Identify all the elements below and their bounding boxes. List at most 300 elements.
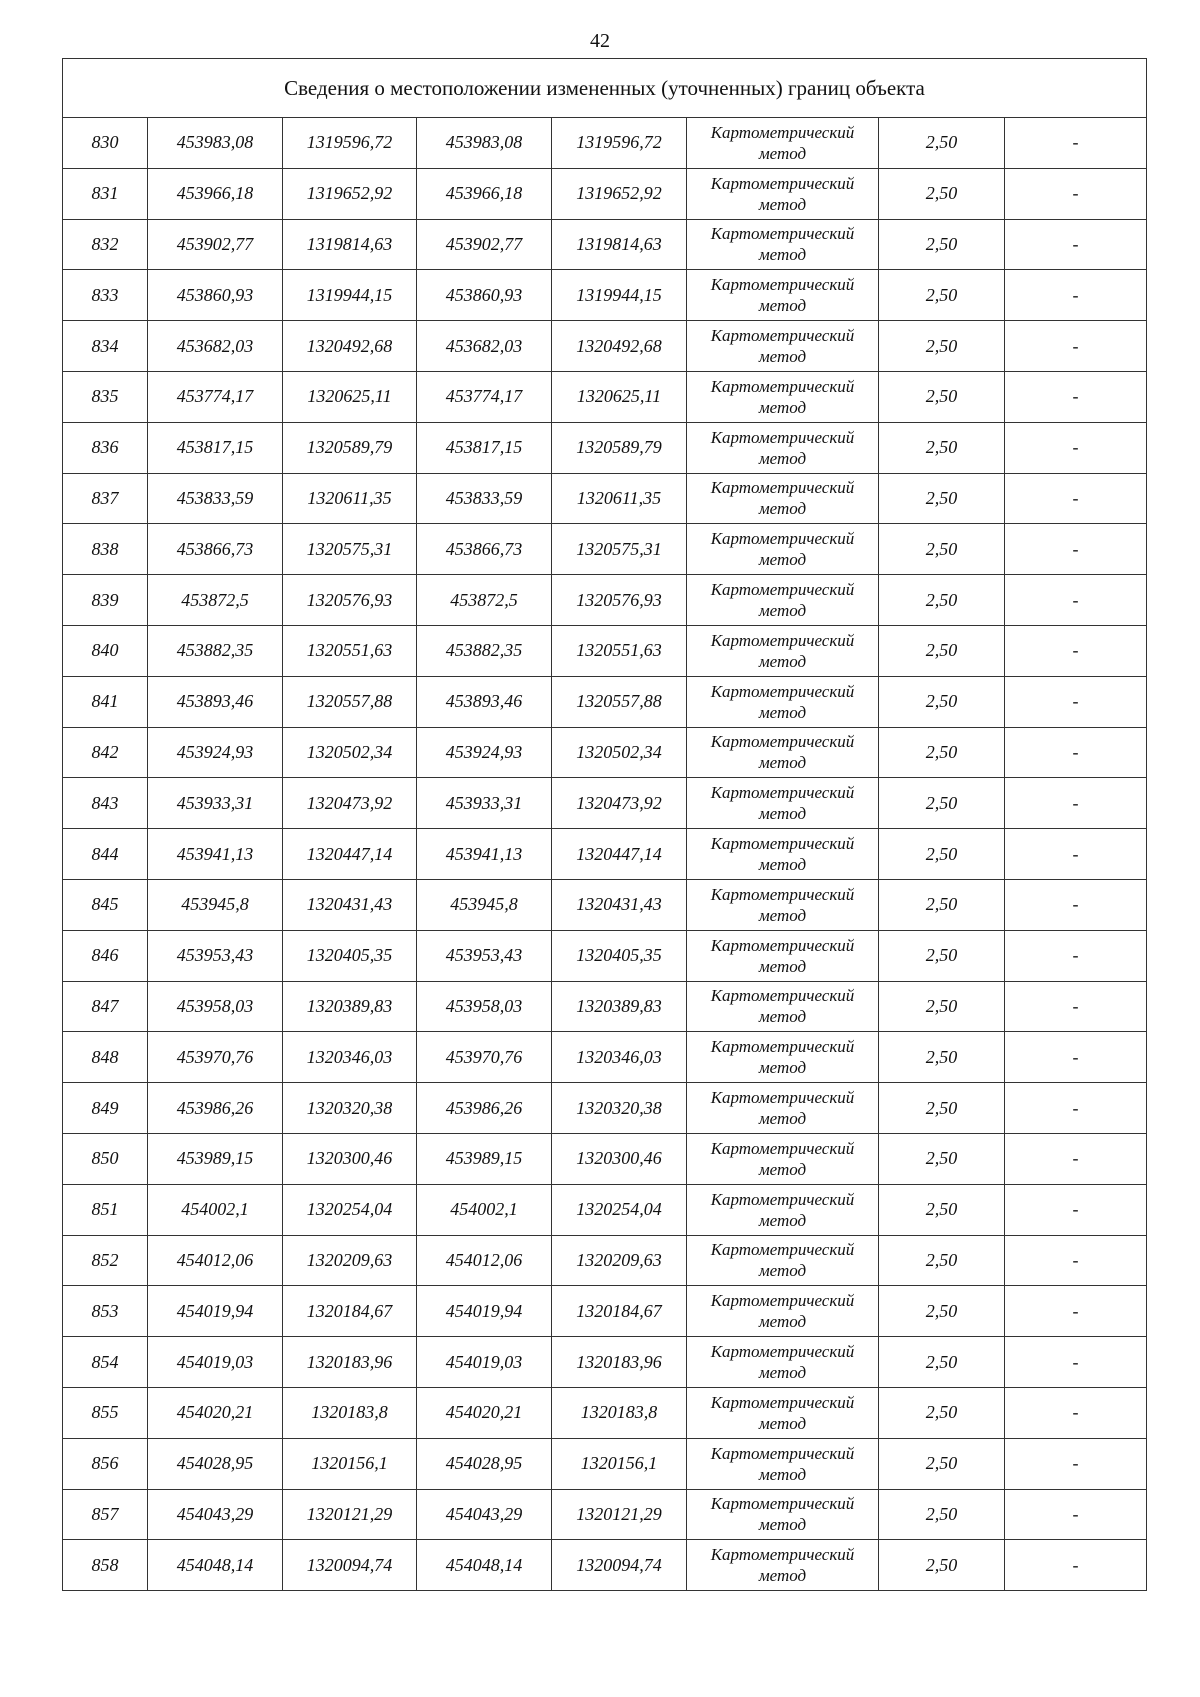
precision-cell: 2,50 [879, 625, 1005, 676]
table-row [63, 1337, 1147, 1388]
table-row [63, 118, 1147, 169]
x-new-cell: 453986,26 [417, 1083, 552, 1134]
y-new-cell: 1320094,74 [552, 1540, 687, 1591]
precision-cell: 2,50 [879, 219, 1005, 270]
method-line-2: метод [758, 550, 807, 570]
precision-cell: 2,50 [879, 575, 1005, 626]
method-line-1: Картометрический [710, 275, 855, 295]
description-cell: - [1005, 1133, 1147, 1184]
method-line-1: Картометрический [710, 1392, 855, 1412]
y-old-cell: 1320611,35 [283, 473, 417, 524]
table-title: Сведения о местоположении измененных (уточненных) границ объекта [63, 59, 1147, 118]
method-line-1: Картометрический [710, 122, 855, 142]
y-old-cell: 1320492,68 [283, 321, 417, 372]
method-line-2: метод [758, 804, 807, 824]
x-new-cell: 454019,94 [417, 1286, 552, 1337]
x-new-cell: 454048,14 [417, 1540, 552, 1591]
method-line-2: метод [758, 194, 807, 214]
method-line-1: Картометрический [710, 529, 855, 549]
x-old-cell: 453893,46 [148, 676, 283, 727]
description-cell: - [1005, 575, 1147, 626]
method-line-1: Картометрический [710, 783, 855, 803]
point-number-cell: 841 [63, 676, 148, 727]
y-new-cell: 1320389,83 [552, 981, 687, 1032]
method-cell [687, 422, 879, 473]
method-cell [687, 321, 879, 372]
method-cell [687, 168, 879, 219]
point-number-cell: 853 [63, 1286, 148, 1337]
description-cell: - [1005, 1083, 1147, 1134]
point-number-cell: 858 [63, 1540, 148, 1591]
precision-cell: 2,50 [879, 270, 1005, 321]
table-row [63, 422, 1147, 473]
y-new-cell: 1320156,1 [552, 1438, 687, 1489]
method-line-2: метод [758, 1210, 807, 1230]
y-old-cell: 1320576,93 [283, 575, 417, 626]
table-row [63, 879, 1147, 930]
method-line-2: метод [758, 397, 807, 417]
x-old-cell: 453970,76 [148, 1032, 283, 1083]
x-new-cell: 453893,46 [417, 676, 552, 727]
method-cell [687, 270, 879, 321]
table-row [63, 575, 1147, 626]
method-line-2: метод [758, 855, 807, 875]
x-old-cell: 453774,17 [148, 371, 283, 422]
x-new-cell: 453933,31 [417, 778, 552, 829]
method-line-2: метод [758, 1109, 807, 1129]
method-cell [687, 1235, 879, 1286]
x-old-cell: 453983,08 [148, 118, 283, 169]
point-number-cell: 856 [63, 1438, 148, 1489]
y-old-cell: 1319944,15 [283, 270, 417, 321]
precision-cell: 2,50 [879, 473, 1005, 524]
method-cell [687, 727, 879, 778]
point-number-cell: 837 [63, 473, 148, 524]
precision-cell: 2,50 [879, 422, 1005, 473]
x-new-cell: 453989,15 [417, 1133, 552, 1184]
method-line-2: метод [758, 347, 807, 367]
x-old-cell: 453833,59 [148, 473, 283, 524]
precision-cell: 2,50 [879, 981, 1005, 1032]
method-line-2: метод [758, 448, 807, 468]
table-row [63, 930, 1147, 981]
method-line-2: метод [758, 296, 807, 316]
x-old-cell: 453986,26 [148, 1083, 283, 1134]
y-new-cell: 1320431,43 [552, 879, 687, 930]
point-number-cell: 849 [63, 1083, 148, 1134]
y-old-cell: 1320389,83 [283, 981, 417, 1032]
method-cell [687, 778, 879, 829]
x-new-cell: 453945,8 [417, 879, 552, 930]
method-line-2: метод [758, 702, 807, 722]
method-line-2: метод [758, 1363, 807, 1383]
description-cell: - [1005, 1286, 1147, 1337]
table-row [63, 1032, 1147, 1083]
point-number-cell: 854 [63, 1337, 148, 1388]
method-cell [687, 118, 879, 169]
x-new-cell: 453902,77 [417, 219, 552, 270]
method-cell [687, 219, 879, 270]
description-cell: - [1005, 473, 1147, 524]
method-line-2: метод [758, 1159, 807, 1179]
y-new-cell: 1320209,63 [552, 1235, 687, 1286]
y-new-cell: 1320473,92 [552, 778, 687, 829]
method-cell [687, 1438, 879, 1489]
x-new-cell: 454012,06 [417, 1235, 552, 1286]
x-old-cell: 453953,43 [148, 930, 283, 981]
description-cell: - [1005, 118, 1147, 169]
table-row [63, 625, 1147, 676]
precision-cell: 2,50 [879, 168, 1005, 219]
y-new-cell: 1320320,38 [552, 1083, 687, 1134]
precision-cell: 2,50 [879, 879, 1005, 930]
y-new-cell: 1320183,96 [552, 1337, 687, 1388]
point-number-cell: 835 [63, 371, 148, 422]
x-new-cell: 453941,13 [417, 829, 552, 880]
x-old-cell: 453941,13 [148, 829, 283, 880]
y-old-cell: 1320254,04 [283, 1184, 417, 1235]
x-new-cell: 453872,5 [417, 575, 552, 626]
x-new-cell: 454028,95 [417, 1438, 552, 1489]
table-row [63, 676, 1147, 727]
method-line-2: метод [758, 601, 807, 621]
point-number-cell: 831 [63, 168, 148, 219]
method-cell [687, 1032, 879, 1083]
point-number-cell: 845 [63, 879, 148, 930]
method-line-1: Картометрический [710, 427, 855, 447]
y-old-cell: 1320183,8 [283, 1387, 417, 1438]
x-new-cell: 453953,43 [417, 930, 552, 981]
y-old-cell: 1320121,29 [283, 1489, 417, 1540]
method-cell [687, 676, 879, 727]
description-cell: - [1005, 1235, 1147, 1286]
y-new-cell: 1320576,93 [552, 575, 687, 626]
precision-cell: 2,50 [879, 1133, 1005, 1184]
method-line-2: метод [758, 143, 807, 163]
table-row [63, 1489, 1147, 1540]
method-line-2: метод [758, 1413, 807, 1433]
description-cell: - [1005, 1540, 1147, 1591]
method-line-1: Картометрический [710, 986, 855, 1006]
method-line-2: метод [758, 1464, 807, 1484]
description-cell: - [1005, 829, 1147, 880]
description-cell: - [1005, 270, 1147, 321]
x-old-cell: 453872,5 [148, 575, 283, 626]
description-cell: - [1005, 625, 1147, 676]
x-old-cell: 454012,06 [148, 1235, 283, 1286]
table-row [63, 270, 1147, 321]
precision-cell: 2,50 [879, 1438, 1005, 1489]
x-new-cell: 453833,59 [417, 473, 552, 524]
point-number-cell: 839 [63, 575, 148, 626]
method-line-1: Картометрический [710, 935, 855, 955]
description-cell: - [1005, 422, 1147, 473]
precision-cell: 2,50 [879, 1083, 1005, 1134]
y-new-cell: 1319652,92 [552, 168, 687, 219]
precision-cell: 2,50 [879, 1540, 1005, 1591]
method-cell [687, 829, 879, 880]
y-old-cell: 1320447,14 [283, 829, 417, 880]
table-row [63, 321, 1147, 372]
method-line-1: Картометрический [710, 1189, 855, 1209]
x-old-cell: 454019,03 [148, 1337, 283, 1388]
method-line-2: метод [758, 1007, 807, 1027]
x-old-cell: 453902,77 [148, 219, 283, 270]
description-cell: - [1005, 219, 1147, 270]
table-row [63, 727, 1147, 778]
precision-cell: 2,50 [879, 1184, 1005, 1235]
method-line-1: Картометрический [710, 732, 855, 752]
y-old-cell: 1320557,88 [283, 676, 417, 727]
x-old-cell: 453860,93 [148, 270, 283, 321]
y-old-cell: 1320184,67 [283, 1286, 417, 1337]
precision-cell: 2,50 [879, 778, 1005, 829]
table-row [63, 371, 1147, 422]
y-old-cell: 1320300,46 [283, 1133, 417, 1184]
table-row [63, 778, 1147, 829]
y-old-cell: 1320625,11 [283, 371, 417, 422]
y-new-cell: 1320121,29 [552, 1489, 687, 1540]
table-row [63, 219, 1147, 270]
method-line-2: метод [758, 1515, 807, 1535]
point-number-cell: 836 [63, 422, 148, 473]
description-cell: - [1005, 778, 1147, 829]
table-row [63, 524, 1147, 575]
x-old-cell: 453866,73 [148, 524, 283, 575]
description-cell: - [1005, 930, 1147, 981]
point-number-cell: 840 [63, 625, 148, 676]
description-cell: - [1005, 1438, 1147, 1489]
description-cell: - [1005, 676, 1147, 727]
precision-cell: 2,50 [879, 1235, 1005, 1286]
table-title-row [63, 59, 1147, 118]
y-new-cell: 1320184,67 [552, 1286, 687, 1337]
y-new-cell: 1320551,63 [552, 625, 687, 676]
point-number-cell: 844 [63, 829, 148, 880]
x-old-cell: 454019,94 [148, 1286, 283, 1337]
description-cell: - [1005, 524, 1147, 575]
y-old-cell: 1319652,92 [283, 168, 417, 219]
method-line-1: Картометрический [710, 173, 855, 193]
method-line-1: Картометрический [710, 630, 855, 650]
y-new-cell: 1320611,35 [552, 473, 687, 524]
method-cell [687, 524, 879, 575]
method-cell [687, 1489, 879, 1540]
method-line-1: Картометрический [710, 1240, 855, 1260]
y-old-cell: 1320320,38 [283, 1083, 417, 1134]
x-old-cell: 453945,8 [148, 879, 283, 930]
method-line-2: метод [758, 1566, 807, 1586]
x-old-cell: 453682,03 [148, 321, 283, 372]
point-number-cell: 832 [63, 219, 148, 270]
y-old-cell: 1320431,43 [283, 879, 417, 930]
point-number-cell: 843 [63, 778, 148, 829]
method-cell [687, 1286, 879, 1337]
precision-cell: 2,50 [879, 1032, 1005, 1083]
method-line-2: метод [758, 1261, 807, 1281]
description-cell: - [1005, 321, 1147, 372]
table-row [63, 1235, 1147, 1286]
y-old-cell: 1320589,79 [283, 422, 417, 473]
x-old-cell: 453958,03 [148, 981, 283, 1032]
method-line-2: метод [758, 245, 807, 265]
method-cell [687, 879, 879, 930]
x-old-cell: 453924,93 [148, 727, 283, 778]
point-number-cell: 833 [63, 270, 148, 321]
x-old-cell: 454028,95 [148, 1438, 283, 1489]
precision-cell: 2,50 [879, 321, 1005, 372]
y-new-cell: 1320575,31 [552, 524, 687, 575]
y-old-cell: 1320502,34 [283, 727, 417, 778]
table-row [63, 473, 1147, 524]
x-new-cell: 454002,1 [417, 1184, 552, 1235]
point-number-cell: 852 [63, 1235, 148, 1286]
method-line-1: Картометрический [710, 580, 855, 600]
point-number-cell: 855 [63, 1387, 148, 1438]
method-line-1: Картометрический [710, 1088, 855, 1108]
method-cell [687, 575, 879, 626]
x-new-cell: 453924,93 [417, 727, 552, 778]
x-new-cell: 454019,03 [417, 1337, 552, 1388]
precision-cell: 2,50 [879, 930, 1005, 981]
y-old-cell: 1320405,35 [283, 930, 417, 981]
point-number-cell: 850 [63, 1133, 148, 1184]
y-old-cell: 1320346,03 [283, 1032, 417, 1083]
table-row [63, 829, 1147, 880]
method-cell [687, 1083, 879, 1134]
x-new-cell: 453860,93 [417, 270, 552, 321]
point-number-cell: 851 [63, 1184, 148, 1235]
description-cell: - [1005, 981, 1147, 1032]
x-new-cell: 454043,29 [417, 1489, 552, 1540]
precision-cell: 2,50 [879, 727, 1005, 778]
table-row [63, 1540, 1147, 1591]
y-new-cell: 1320589,79 [552, 422, 687, 473]
x-old-cell: 453882,35 [148, 625, 283, 676]
point-number-cell: 842 [63, 727, 148, 778]
description-cell: - [1005, 879, 1147, 930]
y-new-cell: 1320254,04 [552, 1184, 687, 1235]
method-cell [687, 1540, 879, 1591]
method-line-1: Картометрический [710, 1545, 855, 1565]
method-cell [687, 1184, 879, 1235]
precision-cell: 2,50 [879, 371, 1005, 422]
x-new-cell: 453958,03 [417, 981, 552, 1032]
point-number-cell: 838 [63, 524, 148, 575]
table-row [63, 1286, 1147, 1337]
y-old-cell: 1320094,74 [283, 1540, 417, 1591]
table-row [63, 981, 1147, 1032]
method-line-1: Картометрический [710, 376, 855, 396]
method-line-1: Картометрический [710, 1342, 855, 1362]
y-old-cell: 1319814,63 [283, 219, 417, 270]
x-new-cell: 453970,76 [417, 1032, 552, 1083]
description-cell: - [1005, 1032, 1147, 1083]
table-row [63, 1184, 1147, 1235]
page-number: 42 [590, 30, 610, 52]
y-old-cell: 1320551,63 [283, 625, 417, 676]
method-cell [687, 625, 879, 676]
y-old-cell: 1320473,92 [283, 778, 417, 829]
x-old-cell: 454020,21 [148, 1387, 283, 1438]
precision-cell: 2,50 [879, 118, 1005, 169]
y-old-cell: 1320209,63 [283, 1235, 417, 1286]
precision-cell: 2,50 [879, 524, 1005, 575]
x-new-cell: 453817,15 [417, 422, 552, 473]
method-line-1: Картометрический [710, 1037, 855, 1057]
precision-cell: 2,50 [879, 1387, 1005, 1438]
y-new-cell: 1320492,68 [552, 321, 687, 372]
y-new-cell: 1320300,46 [552, 1133, 687, 1184]
x-old-cell: 453989,15 [148, 1133, 283, 1184]
x-old-cell: 454048,14 [148, 1540, 283, 1591]
point-number-cell: 834 [63, 321, 148, 372]
point-number-cell: 857 [63, 1489, 148, 1540]
method-cell [687, 1387, 879, 1438]
method-cell [687, 930, 879, 981]
table-row [63, 1438, 1147, 1489]
y-new-cell: 1320346,03 [552, 1032, 687, 1083]
method-line-1: Картометрический [710, 1291, 855, 1311]
point-number-cell: 830 [63, 118, 148, 169]
table-row [63, 1083, 1147, 1134]
description-cell: - [1005, 1337, 1147, 1388]
coordinates-table [62, 58, 1147, 1591]
description-cell: - [1005, 1489, 1147, 1540]
table-row [63, 168, 1147, 219]
method-line-1: Картометрический [710, 1494, 855, 1514]
method-line-2: метод [758, 753, 807, 773]
y-old-cell: 1320156,1 [283, 1438, 417, 1489]
method-line-2: метод [758, 499, 807, 519]
description-cell: - [1005, 1387, 1147, 1438]
description-cell: - [1005, 1184, 1147, 1235]
method-cell [687, 473, 879, 524]
method-cell [687, 1337, 879, 1388]
y-new-cell: 1320502,34 [552, 727, 687, 778]
x-new-cell: 453966,18 [417, 168, 552, 219]
description-cell: - [1005, 371, 1147, 422]
y-new-cell: 1320447,14 [552, 829, 687, 880]
table-row [63, 1133, 1147, 1184]
y-new-cell: 1319596,72 [552, 118, 687, 169]
x-old-cell: 453966,18 [148, 168, 283, 219]
precision-cell: 2,50 [879, 1337, 1005, 1388]
method-line-1: Картометрический [710, 834, 855, 854]
method-line-2: метод [758, 905, 807, 925]
precision-cell: 2,50 [879, 829, 1005, 880]
x-old-cell: 453817,15 [148, 422, 283, 473]
precision-cell: 2,50 [879, 1286, 1005, 1337]
method-line-1: Картометрический [710, 681, 855, 701]
method-line-1: Картометрический [710, 224, 855, 244]
y-old-cell: 1320575,31 [283, 524, 417, 575]
point-number-cell: 848 [63, 1032, 148, 1083]
x-old-cell: 454043,29 [148, 1489, 283, 1540]
method-line-1: Картометрический [710, 326, 855, 346]
method-line-1: Картометрический [710, 478, 855, 498]
method-cell [687, 371, 879, 422]
method-line-2: метод [758, 1312, 807, 1332]
y-new-cell: 1320183,8 [552, 1387, 687, 1438]
method-cell [687, 1133, 879, 1184]
y-old-cell: 1319596,72 [283, 118, 417, 169]
x-new-cell: 454020,21 [417, 1387, 552, 1438]
x-new-cell: 453774,17 [417, 371, 552, 422]
x-old-cell: 454002,1 [148, 1184, 283, 1235]
table-row [63, 1387, 1147, 1438]
precision-cell: 2,50 [879, 676, 1005, 727]
